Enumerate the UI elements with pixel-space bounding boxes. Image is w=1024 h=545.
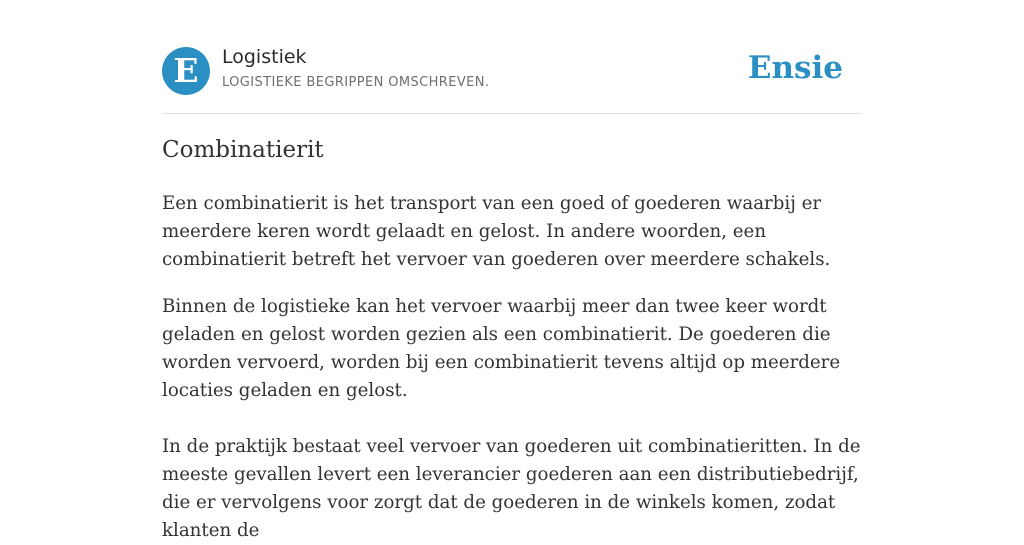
- article-body: [162, 190, 862, 545]
- site-subtitle: LOGISTIEKE BEGRIPPEN OMSCHREVEN.: [222, 75, 490, 90]
- site-title-link[interactable]: Logistiek: [222, 46, 307, 68]
- article-paragraph: Een combinatierit is het transport van een goed of goederen waarbij er meerdere keren wordt gelaadt en gelost. In andere woorden, een combinatierit betreft het vervoer van goederen over meerdere schakels.: [162, 193, 831, 270]
- site-logo-icon[interactable]: E: [162, 47, 210, 95]
- article-paragraph: In de praktijk bestaat veel vervoer van goederen uit combinatieritten. In de meeste gevallen levert een leverancier goederen aan een distributiebedrijf, die er vervolgens voor zorgt dat de goederen in de winkels komen, zodat klanten de: [162, 436, 861, 541]
- site-header: [162, 0, 862, 114]
- page-title: Combinatierit: [162, 137, 324, 163]
- main-container: [162, 0, 862, 541]
- article-paragraph: Binnen de logistieke kan het vervoer waarbij meer dan twee keer wordt geladen en gelost worden gezien als een combinatierit. De goederen die worden vervoerd, worden bij een combinatierit tevens altijd op meerdere locaties geladen en gelost.: [162, 296, 841, 401]
- brand-logo-link[interactable]: Ensie: [747, 50, 843, 86]
